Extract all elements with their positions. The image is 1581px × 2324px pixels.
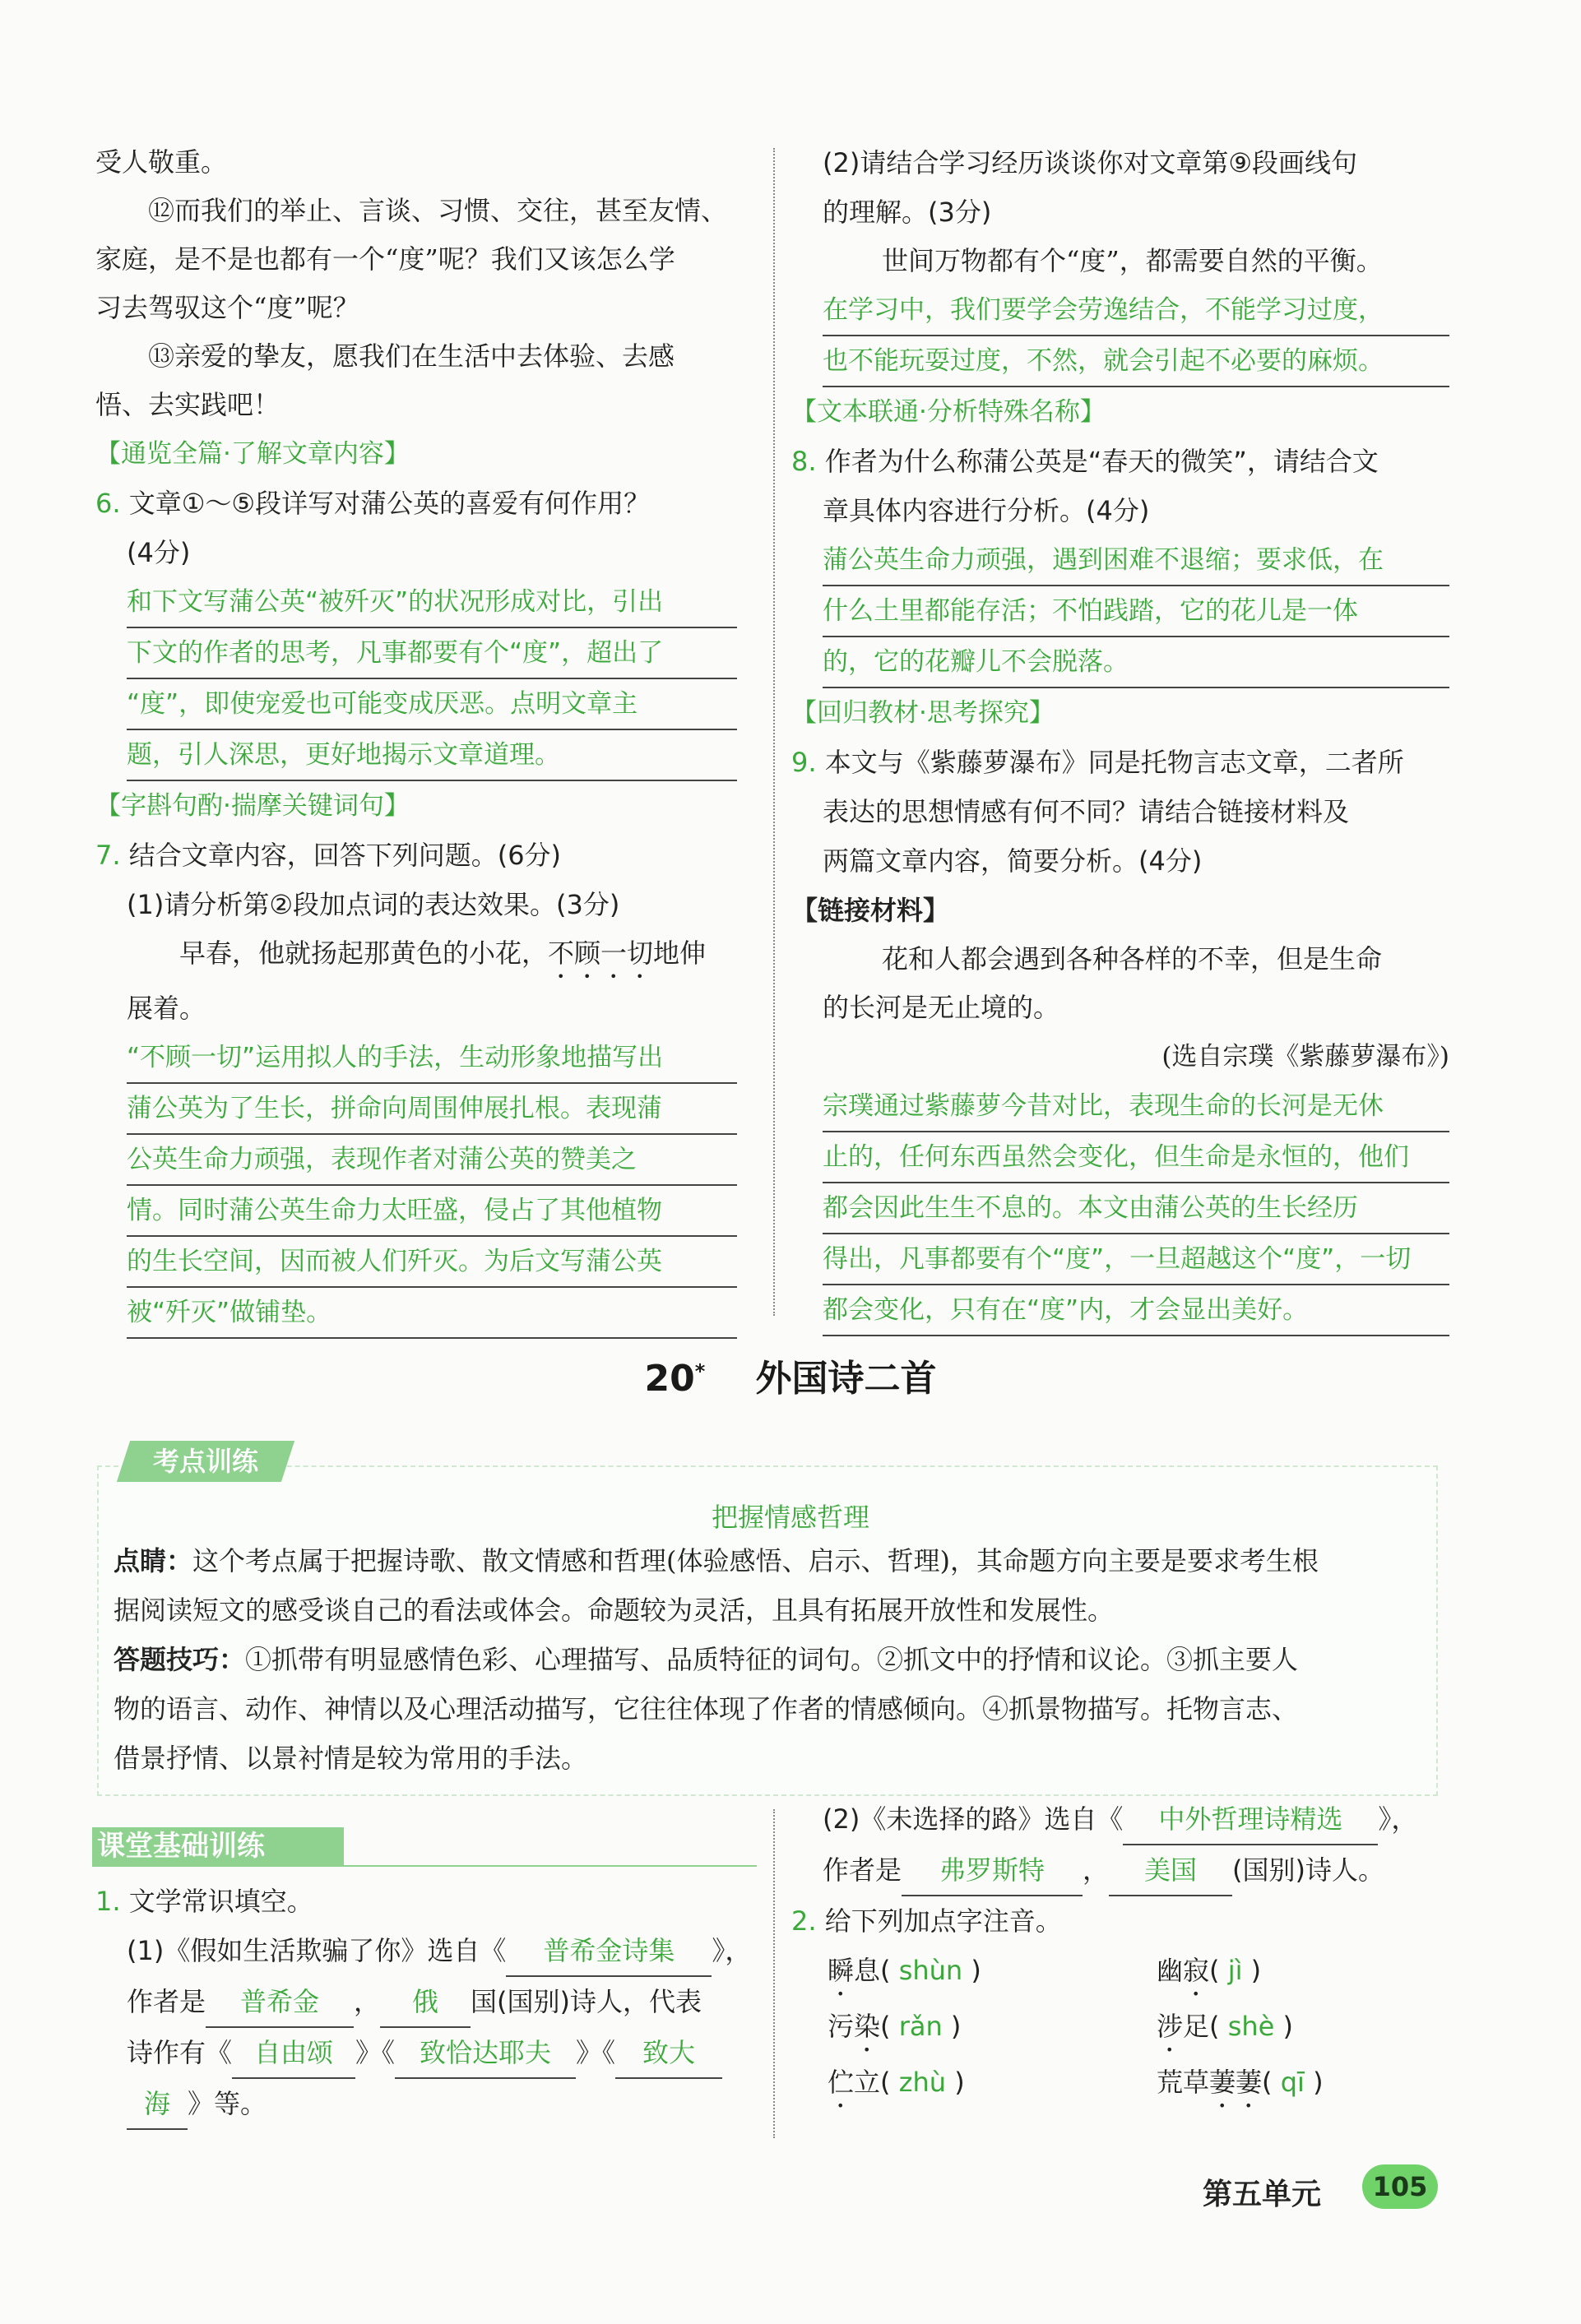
basic-right xyxy=(791,1794,1449,2113)
tips-line xyxy=(114,1536,1421,1586)
fill-blank: 致大 xyxy=(615,2028,722,2079)
lesson-star: * xyxy=(694,1359,706,1383)
column-divider xyxy=(773,148,775,1316)
pinyin-item xyxy=(1157,1946,1469,2002)
basic-training-tag: 课堂基础训练 xyxy=(92,1827,344,1865)
question-number: 9. xyxy=(791,747,817,778)
kaodian-body xyxy=(114,1536,1421,1783)
fill-blank: 普希金 xyxy=(206,1977,354,2028)
pinyin-item xyxy=(828,2058,1157,2113)
skill-text: ①抓带有明显感情色彩、心理描写、品质特征的词句。②抓文中的抒情和议论。③抓主要人 xyxy=(245,1644,1299,1675)
pinyin-answer: rǎn xyxy=(898,2011,943,2042)
dotted-char: 萋萋 xyxy=(1209,2067,1263,2098)
dotted-char: 伫 xyxy=(828,2067,855,2098)
answer-9 xyxy=(791,1081,1449,1336)
fill-blank: 中外哲理诗精选 xyxy=(1123,1794,1378,1845)
char: ( xyxy=(1209,1955,1220,1986)
skill-line: 借景抒情、以景衬情是较为常用的手法。 xyxy=(114,1743,588,1774)
text-line: 习去驾驭这个“度”呢？ xyxy=(95,292,359,323)
column-divider xyxy=(773,1809,775,2138)
text-line: 受人敬重。 xyxy=(95,146,228,178)
char: 污 xyxy=(828,2011,855,2042)
question-text: 两篇文章内容，简要分析。(4分) xyxy=(823,845,1203,877)
dotted-char: 涉 xyxy=(1157,2011,1184,2042)
q-text: 》《 xyxy=(355,2037,396,2068)
q-text: 》《 xyxy=(576,2037,616,2068)
dotted-char: 瞬 xyxy=(828,1955,855,1986)
q-text: 国(国别)诗人，代表 xyxy=(471,1986,702,2017)
skill-line: 物的语言、动作、神情以及心理活动描写，它往往体现了作者的情感倾向。④抓景物描写。托物言志、 xyxy=(114,1693,1299,1724)
answer-line: 和下文写蒲公英“被歼灭”的状况形成对比，引出 xyxy=(127,577,737,628)
question-text: 作者为什么称蒲公英是“春天的微笑”，请结合文 xyxy=(824,446,1379,477)
lesson-number: 20 xyxy=(644,1358,695,1400)
answer-line: 都会因此生生不息的。本文由蒲公英的生长经历 xyxy=(823,1183,1449,1234)
question-number: 6. xyxy=(95,488,121,519)
question-6 xyxy=(95,479,737,528)
pinyin-grid xyxy=(791,1946,1449,2113)
question-1-1-cont xyxy=(95,1977,753,2028)
answer-line: “不顾一切”运用拟人的手法，生动形象地描写出 xyxy=(127,1033,737,1084)
page-number-badge: 105 xyxy=(1362,2164,1438,2209)
question-text: 本文与《紫藤萝瀑布》同是托物言志文章，二者所 xyxy=(824,747,1404,778)
unit-label: 第五单元 xyxy=(1203,2178,1322,2211)
question-text: 文章①～⑤段详写对蒲公英的喜爱有何作用？ xyxy=(128,488,651,519)
q-text: 作者是 xyxy=(823,1854,902,1886)
answer-7-2 xyxy=(791,285,1449,387)
question-number: 1. xyxy=(95,1886,121,1917)
fill-blank: 俄 xyxy=(380,1977,471,2028)
section-heading: 【文本联通·分析特殊名称】 xyxy=(791,397,1106,427)
char: 立( xyxy=(854,2067,891,2098)
answer-line: 被“歼灭”做铺垫。 xyxy=(127,1288,737,1339)
quote-line: 世间万物都有个“度”，都需要自然的平衡。 xyxy=(882,245,1383,276)
char: 幽 xyxy=(1157,1955,1184,1986)
question-7-2-cont: 的理解。(3分) xyxy=(823,197,992,228)
answer-line: 得出，凡事都要有个“度”，一旦超越这个“度”，一切 xyxy=(823,1234,1449,1285)
answer-line: 下文的作者的思考，凡事都要有个“度”，超出了 xyxy=(127,628,737,679)
char: 息( xyxy=(854,1955,891,1986)
answer-line: 题，引人深思，更好地揭示文章道理。 xyxy=(127,730,737,781)
answer-line: 情。同时蒲公英生命力太旺盛，侵占了其他植物 xyxy=(127,1186,737,1237)
answer-line: 的，它的花瓣儿不会脱落。 xyxy=(823,637,1449,688)
question-text: 给下列加点字注音。 xyxy=(824,1905,1062,1937)
char: ) xyxy=(954,2067,965,2098)
question-7-1: (1)请分析第②段加点词的表达效果。(3分) xyxy=(127,889,620,920)
fill-blank: 弗罗斯特 xyxy=(902,1845,1083,1896)
kaodian-tag-label: 考点训练 xyxy=(153,1446,259,1477)
question-number: 2. xyxy=(791,1905,817,1937)
pinyin-answer: jì xyxy=(1227,1955,1243,1986)
question-text: 结合文章内容，回答下列问题。(6分) xyxy=(128,840,562,871)
quote-text: 早春，他就扬起那黄色的小花， xyxy=(179,937,549,969)
fill-blank: 美国 xyxy=(1109,1845,1232,1896)
answer-line: 在学习中，我们要学会劳逸结合，不能学习过度， xyxy=(823,285,1449,336)
q-text: ， xyxy=(354,1986,381,2017)
kaodian-title: 把握情感哲理 xyxy=(711,1502,869,1533)
quote-text: 地伸 xyxy=(653,937,707,969)
question-1-1-cont xyxy=(95,2079,753,2130)
answer-line: 都会变化，只有在“度”内，才会显出美好。 xyxy=(823,1285,1449,1336)
answer-line: 也不能玩耍过度，不然，就会引起不必要的麻烦。 xyxy=(823,336,1449,387)
question-text: 章具体内容进行分析。(4分) xyxy=(823,495,1150,526)
skill-line xyxy=(114,1635,1421,1684)
answer-line: “度”，即使宠爱也可能变成厌恶。点明文章主 xyxy=(127,679,737,730)
answer-line: 什么土里都能存活；不怕践踏，它的花儿是一体 xyxy=(823,586,1449,637)
kaodian-tag xyxy=(117,1441,294,1482)
link-text: 的长河是无止境的。 xyxy=(823,992,1060,1023)
answer-7-1 xyxy=(95,1033,737,1339)
text-line: ⑫而我们的举止、言谈、习惯、交往，甚至友情、 xyxy=(148,195,728,226)
tips-label: 点睛： xyxy=(114,1545,193,1576)
section-heading: 【字斟句酌·揣摩关键词句】 xyxy=(95,791,410,821)
question-text: 文学常识填空。 xyxy=(128,1886,313,1917)
dotted-char: 寂 xyxy=(1183,1955,1210,1986)
section-heading: 【回归教材·思考探究】 xyxy=(791,698,1055,728)
quote-line: 展着。 xyxy=(127,993,206,1024)
question-number: 7. xyxy=(95,840,121,871)
char: ( xyxy=(1262,2067,1273,2098)
question-7 xyxy=(95,831,737,880)
right-column xyxy=(791,138,1449,1336)
char: 足( xyxy=(1183,2011,1220,2042)
lesson-name: 外国诗二首 xyxy=(755,1358,937,1400)
answer-line: 公英生命力顽强，表现作者对蒲公英的赞美之 xyxy=(127,1135,737,1186)
link-material-label: 【链接材料】 xyxy=(791,895,950,926)
question-1-1 xyxy=(95,1926,753,1977)
left-column xyxy=(95,138,737,1339)
pinyin-item xyxy=(1157,2058,1469,2113)
question-1-2-cont xyxy=(791,1845,1449,1896)
fill-blank: 自由颂 xyxy=(232,2028,355,2079)
dotted-words: 不顾一切 xyxy=(548,937,654,969)
answer-line: 宗璞通过紫藤萝今昔对比，表现生命的长河是无休 xyxy=(823,1081,1449,1132)
lesson-title xyxy=(0,1349,1581,1401)
pinyin-answer: shùn xyxy=(898,1955,963,1986)
question-1-2 xyxy=(791,1794,1449,1845)
question-1 xyxy=(95,1877,753,1926)
pinyin-item xyxy=(1157,2002,1469,2058)
link-source: (选自宗璞《紫藤萝瀑布》) xyxy=(1161,1042,1449,1072)
pinyin-item xyxy=(828,1946,1157,2002)
answer-line: 蒲公英为了生长，拼命向周围伸展扎根。表现蒲 xyxy=(127,1084,737,1135)
q-text: 》等。 xyxy=(188,2088,267,2119)
char: ) xyxy=(971,1955,981,1986)
fill-blank: 致恰达耶夫 xyxy=(395,2028,576,2079)
q-text: 诗作有《 xyxy=(127,2037,233,2068)
tips-text: 这个考点属于把握诗歌、散文情感和哲理(体验感悟、启示、哲理)，其命题方向主要是要求考生根 xyxy=(192,1545,1319,1576)
answer-6 xyxy=(95,577,737,781)
question-9 xyxy=(791,738,1449,787)
question-number: 8. xyxy=(791,446,817,477)
question-2 xyxy=(791,1896,1449,1946)
text-line: 悟、去实践吧！ xyxy=(95,389,280,420)
question-text: 表达的思想情感有何不同？请结合链接材料及 xyxy=(823,796,1350,827)
q-text: (1)《假如生活欺骗了你》选自《 xyxy=(127,1935,507,1966)
section-heading: 【通览全篇·了解文章内容】 xyxy=(95,439,410,469)
q-text: ， xyxy=(1083,1854,1110,1886)
link-text: 花和人都会遇到各种各样的不幸，但是生命 xyxy=(882,943,1383,975)
skill-label: 答题技巧： xyxy=(114,1644,246,1675)
char: ) xyxy=(950,2011,962,2042)
q-text: 作者是 xyxy=(127,1986,206,2017)
char: ) xyxy=(1282,2011,1293,2042)
question-7-2: (2)请结合学习经历谈谈你对文章第⑨段画线句 xyxy=(823,147,1358,178)
text-line: 家庭，是不是也都有一个“度”呢？我们又该怎么学 xyxy=(95,243,675,275)
pinyin-item xyxy=(828,2002,1157,2058)
basic-training-underline xyxy=(92,1865,757,1867)
char: ) xyxy=(1250,1955,1262,1986)
char: ) xyxy=(1313,2067,1324,2098)
text-line: ⑬亲爱的挚友，愿我们在生活中去体验、去感 xyxy=(148,340,675,372)
question-score: (4分) xyxy=(127,537,191,568)
q-text: 》， xyxy=(1378,1803,1418,1835)
answer-8 xyxy=(791,535,1449,688)
char: 荒草 xyxy=(1157,2067,1210,2098)
char: ( xyxy=(880,2011,891,2042)
answer-line: 蒲公英生命力顽强，遇到困难不退缩；要求低，在 xyxy=(823,535,1449,586)
q-text: 》， xyxy=(712,1935,752,1966)
tips-line: 据阅读短文的感受谈自己的看法或体会。命题较为灵活，且具有拓展开放性和发展性。 xyxy=(114,1595,1115,1626)
fill-blank: 普希金诗集 xyxy=(506,1926,712,1977)
pinyin-answer: zhù xyxy=(898,2067,947,2098)
answer-line: 的生长空间，因而被人们歼灭。为后文写蒲公英 xyxy=(127,1237,737,1288)
q-text: (2)《未选择的路》选自《 xyxy=(823,1803,1124,1835)
q-text: (国别)诗人。 xyxy=(1232,1854,1385,1886)
basic-left xyxy=(95,1877,753,2130)
pinyin-answer: shè xyxy=(1227,2011,1275,2042)
question-8 xyxy=(791,437,1449,486)
fill-blank: 海 xyxy=(127,2079,188,2130)
question-1-1-cont xyxy=(95,2028,753,2079)
pinyin-answer: qī xyxy=(1280,2067,1305,2098)
dotted-char: 染 xyxy=(854,2011,881,2042)
quote-line xyxy=(95,929,737,984)
answer-line: 止的，任何东西虽然会变化，但生命是永恒的，他们 xyxy=(823,1132,1449,1183)
